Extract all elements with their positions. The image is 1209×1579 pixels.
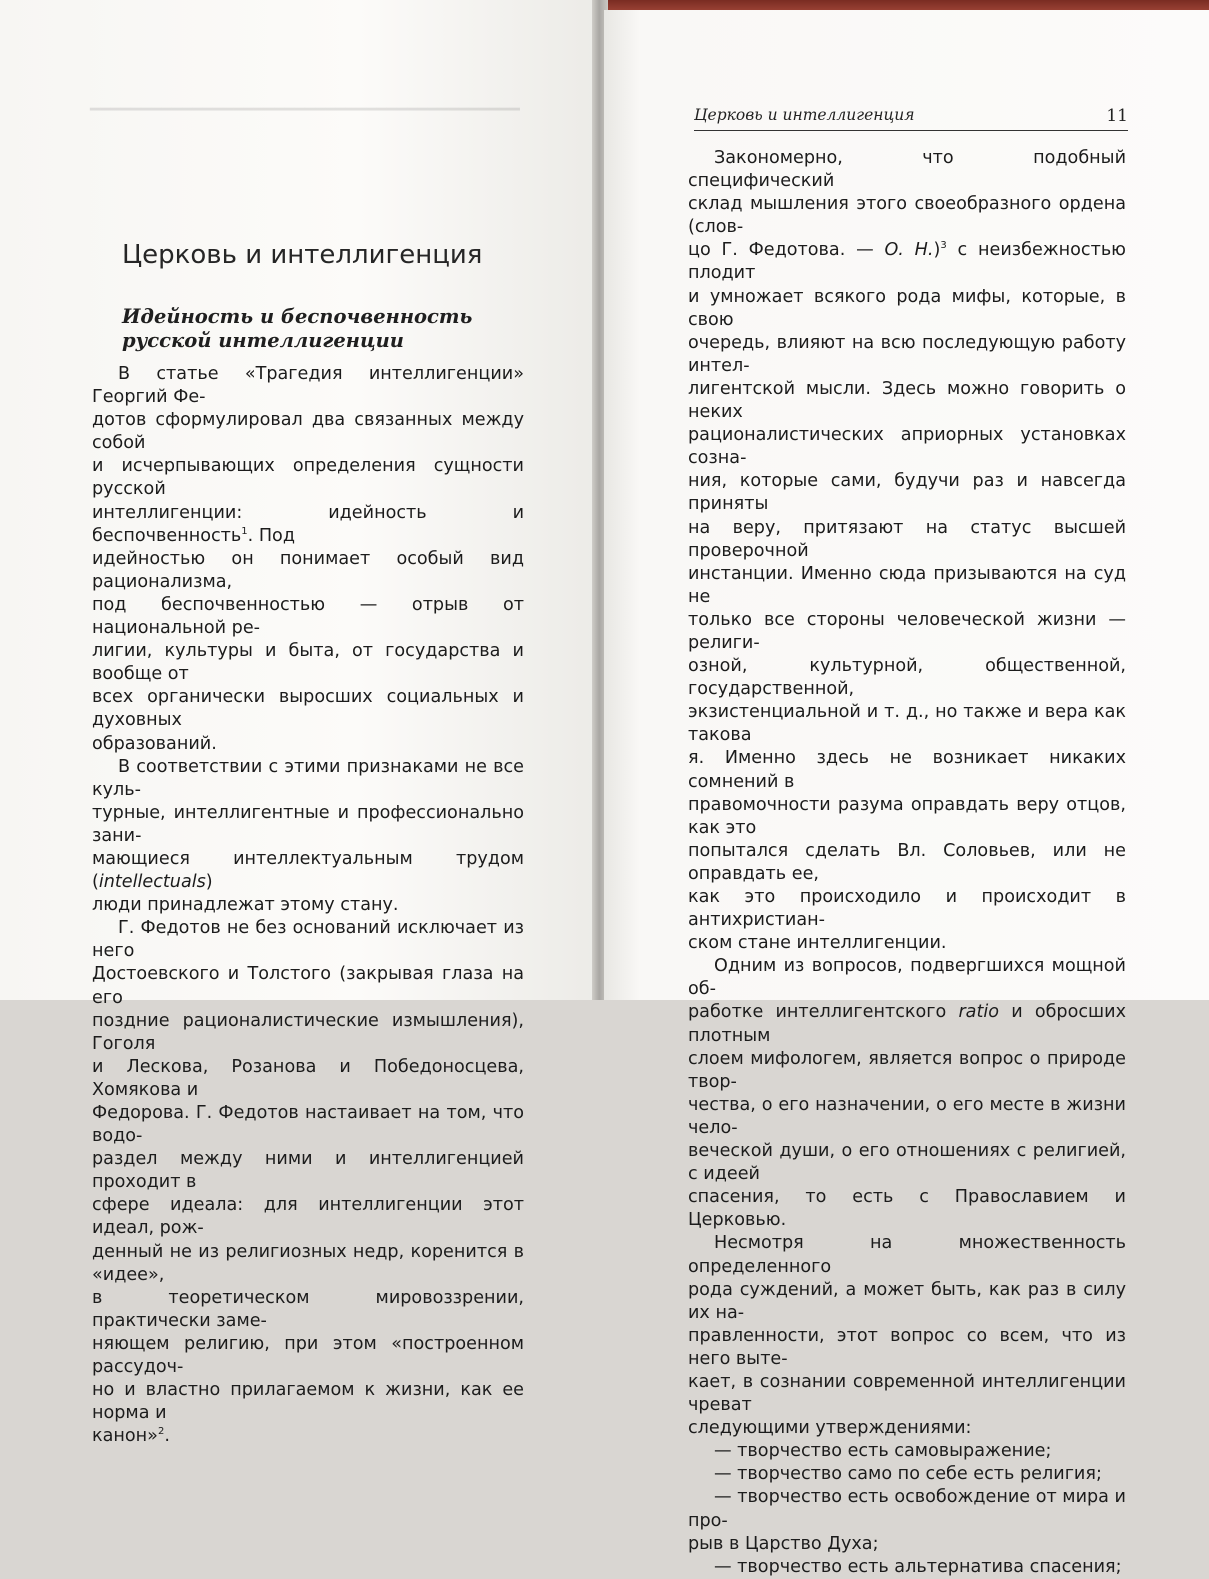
paragraph	[688, 147, 1126, 955]
chapter-title: Церковь и интеллигенция	[122, 240, 483, 270]
text-line: няющем религию, при этом «построенном рассудоч-	[92, 1333, 524, 1378]
text-line: Достоевского и Толстого (закрывая глаза на его	[92, 964, 524, 1008]
paragraph	[688, 955, 1126, 1232]
text-line: всех органически выросших социальных и духовных	[92, 687, 524, 731]
text-line: образований.	[92, 733, 217, 754]
list-item: — творчество есть альтернатива спасения;	[714, 1556, 1122, 1577]
list-item: рыв в Царство Духа;	[688, 1533, 879, 1554]
text-line: В соответствии с этими признаками не все куль-	[92, 756, 524, 800]
text-fragment: . Под	[247, 525, 295, 546]
text-line	[688, 239, 1126, 285]
text-fragment: канон»	[92, 1426, 158, 1447]
text-line: поздние рационалистические измышления), Гоголя	[92, 1010, 524, 1054]
footnote-mark[interactable]: 3	[940, 240, 947, 252]
text-line	[92, 1425, 524, 1448]
text-fragment: цо Г. Федотова. —	[688, 240, 885, 261]
section-title-line: Идейность и беспочвенность	[122, 305, 473, 328]
left-page	[0, 0, 598, 1447]
text-line	[92, 848, 524, 894]
footnote-mark[interactable]: 1	[241, 525, 248, 537]
text-line: раздел между ними и интеллигенцией проходит в	[92, 1149, 524, 1193]
text-line: слоем мифологем, является вопрос о природе твор-	[688, 1048, 1126, 1092]
paragraph	[688, 1232, 1126, 1440]
text-line: веческой души, о его отношениях с религией, с идеей	[688, 1141, 1126, 1185]
paragraph	[92, 363, 524, 756]
list-item: — творчество есть освобождение от мира и про-	[688, 1487, 1126, 1531]
text-line	[92, 502, 524, 548]
text-line: ния, которые сами, будучи раз и навсегда приняты	[688, 471, 1126, 515]
list-item: — творчество есть самовыражение;	[714, 1441, 1052, 1462]
text-line: кает, в сознании современной интеллигенции чреват	[688, 1371, 1126, 1416]
text-line: озной, культурной, общественной, государственной,	[688, 656, 1126, 700]
text-line: спасения, то есть с Православием и Церковью.	[688, 1187, 1126, 1231]
text-line: лигентской мысли. Здесь можно говорить о неких	[688, 378, 1126, 423]
text-line: только все стороны человеческой жизни — религи-	[688, 609, 1126, 653]
section-title-line: русской интеллигенции	[122, 329, 404, 352]
running-head	[694, 106, 1128, 131]
text-line: Закономерно, что подобный специфический	[688, 148, 1126, 192]
section-title	[122, 305, 472, 353]
text-line: но и властно прилагаемом к жизни, как ее норма и	[92, 1380, 524, 1424]
text-fragment: .	[164, 1426, 170, 1447]
left-body-text	[92, 363, 524, 1448]
text-fragment: с неизбежностью плодит	[688, 240, 1126, 284]
text-line: рода суждений, а может быть, как раз в силу их на-	[688, 1279, 1126, 1323]
running-head-title: Церковь и интеллигенция	[694, 106, 915, 124]
text-line: чества, о его назначении, о его месте в жизни чело-	[688, 1094, 1126, 1138]
text-fragment: )	[205, 872, 213, 893]
italic-term: ratio	[958, 1002, 1000, 1023]
text-line: и Лескова, Розанова и Победоносцева, Хомякова и	[92, 1056, 524, 1100]
text-line: турные, интеллигентные и профессионально зани-	[92, 802, 524, 846]
text-line: очередь, влияют на всю последующую работу интел-	[688, 332, 1126, 376]
text-line: и исчерпывающих определения сущности русской	[92, 456, 524, 500]
text-line: идейностью он понимает особый вид рационализма,	[92, 548, 524, 592]
text-fragment: )	[933, 240, 941, 261]
italic-term: intellectuals	[98, 872, 206, 893]
page-number: 11	[1106, 106, 1128, 126]
text-line: денный не из религиозных недр, коренится в «идее»,	[92, 1241, 524, 1285]
text-line: дотов сформулировал два связанных между собой	[92, 410, 524, 454]
text-line: и умножает всякого рода мифы, которые, в свою	[688, 286, 1126, 330]
text-line: Одним из вопросов, подвергшихся мощной об-	[688, 956, 1126, 1000]
text-line: люди принадлежат этому стану.	[92, 895, 399, 916]
text-line: лигии, культуры и быта, от государства и вообще от	[92, 641, 524, 685]
text-line: под беспочвенностью — отрыв от национальной ре-	[92, 594, 524, 639]
text-line: склад мышления этого своеобразного ордена (слов-	[688, 194, 1126, 238]
text-line: попытался сделать Вл. Соловьев, или не оправдать ее,	[688, 840, 1126, 884]
show-through-text: ━━━━━━━━━━━━━━━━━━━━━━━━━━━━━━━━━━━━━━━━━━	[90, 100, 520, 120]
list-item: — творчество само по себе есть религия;	[714, 1464, 1102, 1485]
text-line: на веру, притязают на статус высшей проверочной	[688, 517, 1126, 561]
text-line: ском стане интеллигенции.	[688, 933, 947, 954]
list	[688, 1440, 1126, 1579]
paragraph	[92, 917, 524, 1448]
text-line	[688, 1001, 1126, 1047]
text-line: как это происходило и происходит в антихристиан-	[688, 887, 1126, 931]
text-fragment: интеллигенции: идейность и беспочвенность	[92, 502, 524, 546]
text-line: Несмотря на множественность определенного	[688, 1233, 1126, 1277]
text-line: рационалистических априорных установках созна-	[688, 425, 1126, 469]
text-line: следующими утверждениями:	[688, 1418, 972, 1439]
text-line: Федорова. Г. Федотов настаивает на том, что водо-	[92, 1103, 524, 1147]
text-line: я. Именно здесь не возникает никаких сомнений в	[688, 748, 1126, 792]
text-fragment: работке интеллигентского	[688, 1002, 959, 1023]
text-line: экзистенциальной и т. д., но также и вера как такова	[688, 702, 1126, 746]
right-body-text	[688, 147, 1126, 1579]
paragraph	[92, 756, 524, 918]
text-line: инстанции. Именно сюда призываются на суд не	[688, 563, 1126, 607]
footnote-mark[interactable]: 2	[157, 1426, 165, 1438]
text-line: в теоретическом мировоззрении, практически заме-	[92, 1287, 524, 1331]
right-page	[604, 10, 1209, 1577]
text-line: В статье «Трагедия интеллигенции» Георгий Фе-	[92, 364, 524, 408]
text-line: правомочности разума оправдать веру отцов, как это	[688, 794, 1126, 838]
text-line: сфере идеала: для интеллигенции этот идеал, рож-	[92, 1195, 524, 1239]
text-fragment: и обросших плотным	[688, 1002, 1126, 1046]
text-fragment: мающиеся интеллектуальным трудом (	[92, 848, 524, 893]
text-line: правленности, этот вопрос со всем, что из него выте-	[688, 1325, 1126, 1369]
text-line: Г. Федотов не без оснований исключает из него	[92, 918, 524, 962]
italic-abbreviation: О. Н.	[884, 240, 934, 261]
